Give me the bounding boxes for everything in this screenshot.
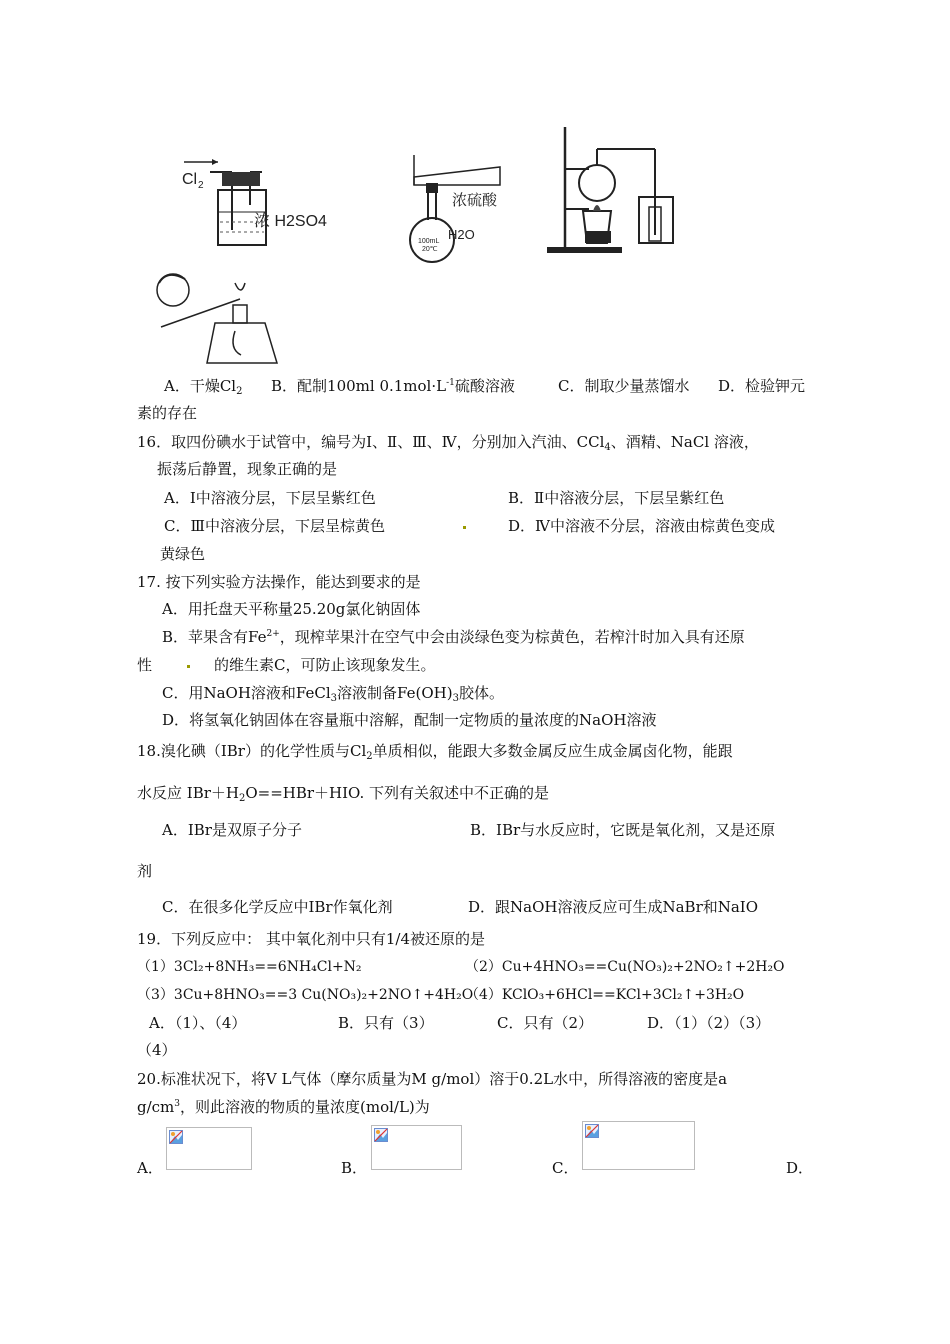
q17-option-b-cont-a: 性: [137, 656, 153, 674]
broken-image-icon: [585, 1124, 599, 1138]
flame-test-figure: [145, 265, 285, 370]
q20-stem-cont: $g/cm^3$，则此溶液的物质的量浓度(mol/L)为: [137, 1098, 430, 1116]
q15-option-b: B．配制100ml $0.1mol\cdot L^{-1}$硫酸溶液: [271, 377, 515, 395]
q19-reaction-4: （4）KClO₃+6HCl==KCl+3Cl₂↑+3H₂O: [465, 987, 745, 1003]
q16-stem-cont: 振荡后静置，现象正确的是: [157, 460, 338, 478]
q16-option-b: B．Ⅱ中溶液分层，下层呈紫红色: [508, 489, 725, 507]
q20-option-b-formula-image: [371, 1125, 462, 1170]
conc-acid-label: 浓硫酸: [452, 192, 498, 209]
q16-stem: 16．取四份碘水于试管中，编号为Ⅰ、Ⅱ、Ⅲ、Ⅳ，分别加入汽油、CCl$_4$、酒精、NaCl 溶液，: [137, 433, 759, 453]
q20-option-d-label: D．: [786, 1159, 814, 1177]
q19-stem: 19．下列反应中： 其中氧化剂中只有1/4被还原的是: [137, 930, 485, 948]
q17-stem: 17. 按下列实验方法操作，能达到要求的是: [137, 573, 421, 591]
q16-option-a: A．Ⅰ中溶液分层，下层呈紫红色: [164, 489, 376, 507]
h2so4-label: 浓 H2SO4: [254, 213, 327, 230]
q15-option-d-cont: 素的存在: [137, 404, 198, 422]
q19-reaction-3: （3）3Cu+8HNO₃==3 Cu(NO₃)₂+2NO↑+4H₂O: [137, 987, 474, 1003]
stray-dot: [187, 665, 190, 668]
q19-reaction-2: （2）Cu+4HNO₃==Cu(NO₃)₂+2NO₂↑+2H₂O: [465, 959, 785, 975]
gas-drying-bottle-figure: [170, 150, 340, 250]
q16-option-c: C．Ⅲ中溶液分层，下层呈棕黄色: [164, 517, 385, 535]
q18-option-b-cont: 剂: [137, 862, 153, 880]
q19-option-b: B．只有（3）: [338, 1014, 434, 1032]
q18-stem: 18.溴化碘（IBr）的化学性质与$Cl_2$单质相似，能跟大多数金属反应生成金属卤化物，能跟: [137, 742, 733, 762]
q20-option-c-label: C．: [552, 1159, 579, 1177]
svg-text:20℃: 20℃: [422, 246, 438, 253]
q16-option-d-cont: 黄绿色: [160, 545, 206, 563]
q15-option-c: C．制取少量蒸馏水: [558, 377, 690, 395]
q17-option-c: C．用NaOH溶液和FeCl$_3$溶液制备$Fe(OH)_3$胶体。: [162, 684, 504, 704]
q17-option-b-cont-b: 的维生素C，可防止该现象发生。: [214, 656, 436, 674]
q18-option-c: C．在很多化学反应中IBr作氧化剂: [162, 898, 393, 916]
q20-option-c-formula-image: [582, 1121, 695, 1170]
q17-option-b: B．苹果含有$Fe^{2+}$，现榨苹果汁在空气中会由淡绿色变为棕黄色，若榨汁时加入具有还原: [162, 628, 745, 646]
q17-option-a: A．用托盘天平称量25.20g氯化钠固体: [162, 600, 421, 618]
q19-option-a: A．（1）、（4）: [149, 1014, 247, 1032]
q18-stem-cont: 水反应 $IBr+H_2O==HBr+HIO$. 下列有关叙述中不正确的是: [137, 784, 550, 804]
svg-text:2: 2: [198, 180, 204, 191]
q18-option-d: D．跟NaOH溶液反应可生成NaBr和NaIO: [468, 898, 759, 916]
q20-stem: 20.标准状况下，将V L气体（摩尔质量为M g/mol）溶于0.2L水中，所得溶液的密度是a: [137, 1070, 728, 1088]
stray-dot: [463, 526, 466, 529]
svg-text:100mL: 100mL: [418, 238, 440, 245]
q19-option-c: C．只有（2）: [497, 1014, 594, 1032]
q18-option-b: B．IBr与水反应时，它既是氧化剂，又是还原: [470, 821, 776, 839]
q15-option-a: A．干燥$Cl_2$: [164, 377, 243, 397]
cl2-label: Cl: [182, 171, 198, 188]
water-label: H2O: [448, 227, 475, 242]
q19-reaction-1: （1）3Cl₂+8NH₃==6NH₄Cl+N₂: [137, 959, 362, 975]
distillation-apparatus-figure: [545, 125, 685, 260]
q20-option-b-label: B．: [341, 1159, 368, 1177]
broken-image-icon: [169, 1130, 183, 1144]
broken-image-icon: [374, 1128, 388, 1142]
q20-option-a-label: A．: [137, 1159, 163, 1177]
q16-option-d: D．Ⅳ中溶液不分层，溶液由棕黄色变成: [508, 517, 776, 535]
q17-option-d: D．将氢氧化钠固体在容量瓶中溶解，配制一定物质的量浓度的NaOH溶液: [162, 711, 657, 729]
volumetric-flask-figure: [400, 145, 510, 270]
q18-option-a: A．IBr是双原子分子: [162, 821, 302, 839]
q20-option-a-formula-image: [166, 1127, 252, 1170]
q15-option-d: D．检验钾元: [718, 377, 806, 395]
q19-option-d: D．（1）（2）（3）: [647, 1014, 771, 1032]
q19-option-d-cont: （4）: [137, 1041, 177, 1059]
